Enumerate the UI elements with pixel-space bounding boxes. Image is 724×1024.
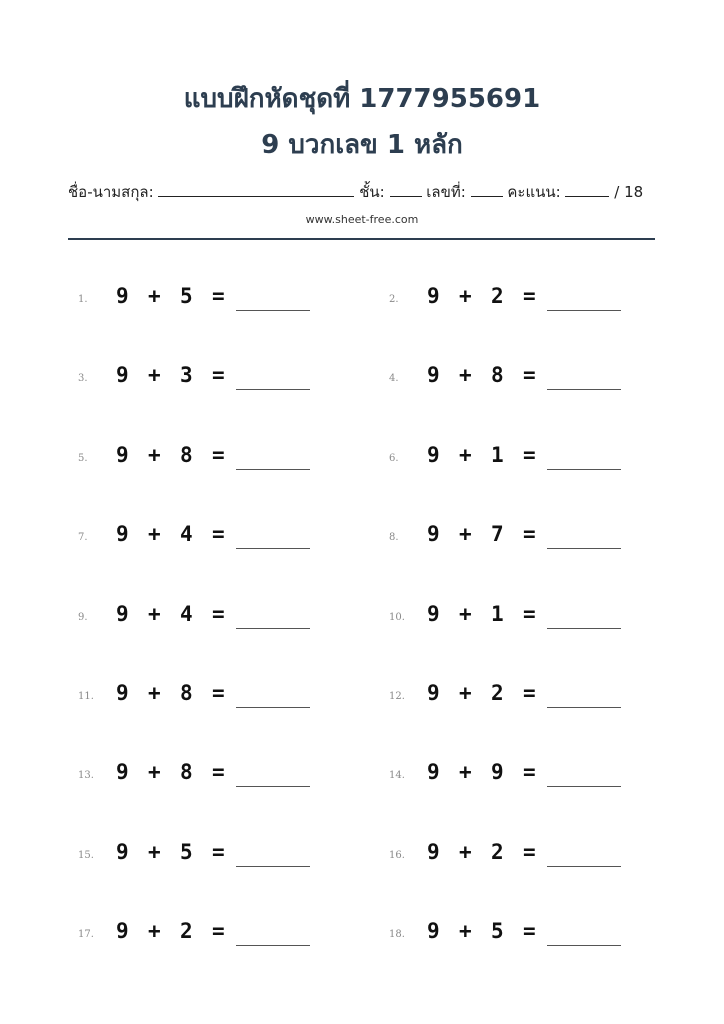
expression-equals-sign: =: [212, 602, 225, 626]
expression-second-operand: 2: [491, 681, 504, 705]
expression-second-operand: 2: [180, 919, 193, 943]
problem-expression: [116, 760, 244, 784]
problem-number: 12.: [389, 691, 405, 702]
expression-second-operand: 8: [491, 363, 504, 387]
problem-expression: [116, 284, 244, 308]
expression-equals-sign: =: [523, 284, 536, 308]
expression-second-operand: 4: [180, 522, 193, 546]
expression-equals-sign: =: [212, 522, 225, 546]
problem-number: 3.: [78, 373, 88, 384]
problem-expression: [427, 681, 555, 705]
number-label: เลขที่:: [426, 183, 466, 201]
problem-expression: [427, 602, 555, 626]
expression-second-operand: 2: [491, 284, 504, 308]
expression-first-operand: 9: [116, 919, 129, 943]
expression-operator: +: [459, 602, 472, 626]
expression-equals-sign: =: [212, 840, 225, 864]
expression-first-operand: 9: [427, 363, 440, 387]
problem-number: 6.: [389, 453, 399, 464]
problem-number: 17.: [78, 929, 94, 940]
expression-second-operand: 7: [491, 522, 504, 546]
answer-blank[interactable]: [547, 628, 621, 629]
answer-blank[interactable]: [547, 866, 621, 867]
expression-operator: +: [459, 919, 472, 943]
expression-first-operand: 9: [116, 443, 129, 467]
problem-number: 7.: [78, 532, 88, 543]
expression-operator: +: [459, 284, 472, 308]
expression-equals-sign: =: [523, 602, 536, 626]
expression-second-operand: 1: [491, 602, 504, 626]
problem-number: 10.: [389, 612, 405, 623]
grade-label: ชั้น:: [359, 183, 385, 201]
expression-first-operand: 9: [427, 681, 440, 705]
problem-expression: [427, 919, 555, 943]
expression-operator: +: [148, 681, 161, 705]
expression-first-operand: 9: [427, 840, 440, 864]
name-field[interactable]: [158, 182, 354, 197]
expression-first-operand: 9: [116, 363, 129, 387]
answer-blank[interactable]: [236, 786, 310, 787]
expression-first-operand: 9: [116, 522, 129, 546]
answer-blank[interactable]: [236, 866, 310, 867]
expression-first-operand: 9: [427, 522, 440, 546]
expression-second-operand: 8: [180, 681, 193, 705]
expression-equals-sign: =: [523, 760, 536, 784]
expression-first-operand: 9: [116, 284, 129, 308]
expression-first-operand: 9: [427, 602, 440, 626]
answer-blank[interactable]: [547, 945, 621, 946]
problem-expression: [427, 840, 555, 864]
problem-number: 1.: [78, 294, 88, 305]
answer-blank[interactable]: [547, 707, 621, 708]
expression-first-operand: 9: [427, 919, 440, 943]
problem-expression: [116, 840, 244, 864]
problem-number: 9.: [78, 612, 88, 623]
expression-operator: +: [459, 443, 472, 467]
website-link: www.sheet-free.com: [305, 213, 419, 226]
expression-operator: +: [148, 919, 161, 943]
answer-blank[interactable]: [236, 548, 310, 549]
grade-field[interactable]: [390, 182, 422, 197]
answer-blank[interactable]: [236, 469, 310, 470]
expression-second-operand: 8: [180, 760, 193, 784]
expression-operator: +: [148, 522, 161, 546]
answer-blank[interactable]: [236, 945, 310, 946]
answer-blank[interactable]: [547, 389, 621, 390]
expression-operator: +: [148, 284, 161, 308]
expression-first-operand: 9: [116, 602, 129, 626]
expression-operator: +: [148, 443, 161, 467]
expression-first-operand: 9: [116, 760, 129, 784]
problem-expression: [116, 443, 244, 467]
expression-equals-sign: =: [212, 363, 225, 387]
expression-second-operand: 1: [491, 443, 504, 467]
answer-blank[interactable]: [547, 310, 621, 311]
expression-operator: +: [148, 363, 161, 387]
answer-blank[interactable]: [547, 469, 621, 470]
expression-equals-sign: =: [523, 840, 536, 864]
student-info-line: [68, 180, 658, 204]
page-title: แบบฝึกหัดชุดที่ 1777955691: [183, 84, 541, 114]
expression-second-operand: 3: [180, 363, 193, 387]
problem-expression: [116, 522, 244, 546]
expression-equals-sign: =: [523, 919, 536, 943]
expression-equals-sign: =: [212, 284, 225, 308]
problem-number: 5.: [78, 453, 88, 464]
problem-expression: [427, 284, 555, 308]
problem-number: 16.: [389, 850, 405, 861]
expression-second-operand: 5: [180, 284, 193, 308]
expression-second-operand: 9: [491, 760, 504, 784]
expression-equals-sign: =: [523, 363, 536, 387]
problem-number: 13.: [78, 770, 94, 781]
expression-operator: +: [148, 602, 161, 626]
expression-equals-sign: =: [523, 443, 536, 467]
expression-first-operand: 9: [427, 284, 440, 308]
problem-expression: [427, 363, 555, 387]
expression-equals-sign: =: [523, 522, 536, 546]
expression-first-operand: 9: [427, 760, 440, 784]
expression-operator: +: [459, 760, 472, 784]
problem-expression: [427, 760, 555, 784]
expression-operator: +: [148, 760, 161, 784]
problem-expression: [116, 681, 244, 705]
answer-blank[interactable]: [547, 548, 621, 549]
problem-expression: [116, 919, 244, 943]
answer-blank[interactable]: [236, 310, 310, 311]
expression-first-operand: 9: [427, 443, 440, 467]
score-label: คะแนน:: [507, 183, 561, 201]
answer-blank[interactable]: [236, 707, 310, 708]
expression-equals-sign: =: [212, 681, 225, 705]
problem-expression: [116, 363, 244, 387]
problem-expression: [427, 443, 555, 467]
problem-number: 14.: [389, 770, 405, 781]
expression-operator: +: [459, 840, 472, 864]
expression-operator: +: [459, 363, 472, 387]
header-divider: [68, 238, 655, 240]
expression-operator: +: [459, 522, 472, 546]
expression-second-operand: 5: [180, 840, 193, 864]
problem-expression: [116, 602, 244, 626]
expression-operator: +: [459, 681, 472, 705]
expression-equals-sign: =: [212, 443, 225, 467]
expression-equals-sign: =: [212, 760, 225, 784]
number-field[interactable]: [471, 182, 503, 197]
problem-expression: [427, 522, 555, 546]
expression-equals-sign: =: [212, 919, 225, 943]
page-subtitle: 9 บวกเลข 1 หลัก: [261, 130, 463, 160]
expression-operator: +: [148, 840, 161, 864]
problem-number: 15.: [78, 850, 94, 861]
answer-blank[interactable]: [547, 786, 621, 787]
name-label: ชื่อ-นามสกุล:: [68, 183, 154, 201]
score-field[interactable]: [565, 182, 609, 197]
expression-first-operand: 9: [116, 840, 129, 864]
problem-number: 4.: [389, 373, 399, 384]
answer-blank[interactable]: [236, 389, 310, 390]
problem-number: 11.: [78, 691, 94, 702]
problem-number: 18.: [389, 929, 405, 940]
expression-first-operand: 9: [116, 681, 129, 705]
score-total: / 18: [614, 183, 644, 201]
problem-number: 8.: [389, 532, 399, 543]
expression-second-operand: 5: [491, 919, 504, 943]
expression-second-operand: 2: [491, 840, 504, 864]
expression-second-operand: 4: [180, 602, 193, 626]
expression-second-operand: 8: [180, 443, 193, 467]
expression-equals-sign: =: [523, 681, 536, 705]
problem-number: 2.: [389, 294, 399, 305]
answer-blank[interactable]: [236, 628, 310, 629]
